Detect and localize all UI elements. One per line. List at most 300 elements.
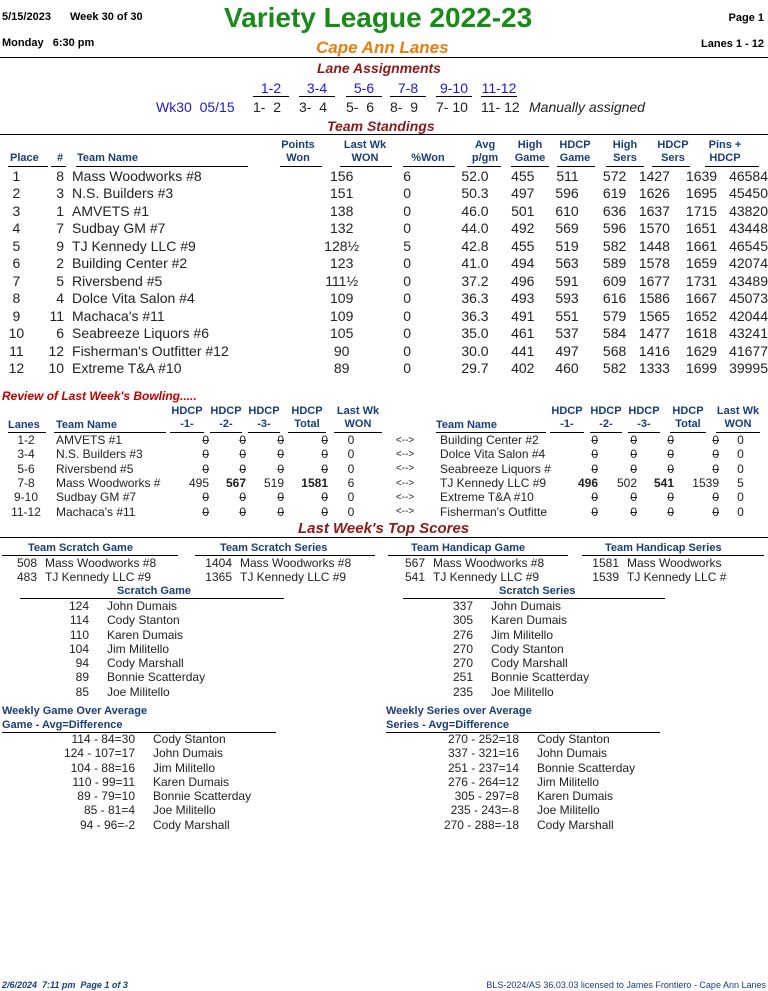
team-scratch-series-title: Team Scratch Series: [220, 542, 328, 554]
standings-cell: 4: [12, 220, 21, 237]
score-value: 124 - 107=17: [63, 746, 135, 761]
vs-arrow: <-->: [395, 506, 415, 518]
score-value: 270: [452, 656, 473, 671]
score-value: 1539: [592, 570, 619, 585]
standings-cell: 1618: [685, 325, 718, 342]
standings-cell: 455: [511, 237, 535, 254]
review-cell: 0: [202, 461, 209, 476]
standings-cell: 128½: [324, 237, 360, 254]
standings-cell: 461: [511, 325, 535, 342]
score-value: 251: [452, 670, 473, 685]
score-row: [384, 656, 589, 670]
score-value: 89 - 79=10: [77, 789, 135, 804]
review-cell: 0: [591, 461, 598, 476]
review-row: [0, 462, 762, 476]
score-value: 89: [75, 670, 89, 685]
standings-cell: Riversbend #5: [72, 272, 163, 289]
standings-cell: 43448: [729, 220, 768, 237]
standings-cell: 582: [602, 237, 627, 254]
score-row: [195, 556, 351, 570]
bowler-name: Cody Stanton: [107, 613, 180, 628]
review-cell: 0: [202, 504, 209, 519]
review-cell: 0: [667, 461, 674, 476]
lane-pair-value: 11- 12: [481, 99, 520, 115]
standings-cell: Dolce Vita Salon #4: [72, 290, 195, 307]
game-over-average-formula: Game - Avg=Difference: [2, 719, 123, 731]
standings-cell: Machaca's #11: [72, 307, 165, 324]
score-value: 276: [452, 627, 473, 642]
review-row: [0, 490, 762, 504]
standings-cell: 29.7: [461, 360, 489, 377]
review-cell: 0: [630, 461, 637, 476]
review-cell: 1539: [692, 476, 719, 491]
review-cell: 0: [591, 504, 598, 519]
bowler-name: Bonnie Scatterday: [107, 670, 206, 685]
team-scratch-series-list: [195, 556, 351, 585]
standings-cell: 0: [403, 272, 412, 289]
standings-cell: 109: [330, 307, 354, 324]
standings-cell: 35.0: [461, 325, 489, 342]
week-label: Week 30 of 30: [70, 11, 143, 23]
standings-row: [0, 307, 768, 325]
score-row: [388, 570, 544, 584]
standings-cell: 0: [403, 185, 412, 202]
standings-cell: 1715: [685, 202, 718, 219]
bowler-name: Cody Stanton: [491, 641, 564, 656]
series-over-average-list: [384, 732, 635, 832]
lane-pair-label: 5-6: [346, 80, 382, 97]
standings-cell: 616: [602, 290, 627, 307]
standings-cell: 42074: [729, 255, 768, 272]
review-cell: 0: [347, 490, 355, 505]
standings-cell: 30.0: [461, 342, 489, 359]
standings-cell: 402: [511, 360, 535, 377]
review-column-header: HDCP Total: [672, 405, 704, 430]
review-cell: 0: [202, 490, 209, 505]
bowler-name: John Dumais: [153, 746, 224, 761]
review-cell: 0: [712, 490, 719, 505]
review-cell: 496: [577, 476, 598, 491]
review-column-header: HDCP Total: [291, 405, 323, 430]
standings-cell: 496: [511, 272, 535, 289]
review-cell: 0: [591, 433, 598, 448]
review-cell: 0: [202, 433, 209, 448]
standings-cell: 45073: [729, 290, 768, 307]
standings-cell: 43489: [729, 272, 768, 289]
standings-cell: 12: [8, 360, 25, 377]
review-cell: Machaca's #11: [56, 504, 136, 519]
standings-row: [0, 202, 768, 220]
bowler-name: Cody Stanton: [153, 732, 226, 746]
standings-cell: [279, 290, 303, 308]
score-value: 270 - 288=-18: [443, 817, 519, 832]
review-column-header: Last Wk WON: [336, 405, 380, 430]
standings-cell: 1652: [685, 307, 718, 324]
score-row: [0, 775, 251, 789]
standings-cell: 1659: [685, 255, 718, 272]
day-time: Monday 6:30 pm: [2, 37, 95, 49]
review-cell: 0: [321, 461, 328, 476]
score-row: [0, 803, 251, 817]
standings-cell: 596: [602, 220, 627, 237]
review-cell: Mass Woodworks #: [56, 476, 161, 491]
standings-column-header: Avg p/gm: [471, 139, 499, 164]
bowler-name: Karen Dumais: [153, 774, 230, 789]
standings-cell: 2: [56, 255, 65, 272]
standings-cell: 568: [602, 342, 627, 359]
standings-column-header: High Sers: [612, 139, 638, 164]
bowler-name: Joe Militello: [107, 684, 170, 699]
score-value: 94 - 96=-2: [79, 817, 135, 832]
standings-cell: 0: [403, 202, 412, 219]
standings-cell: 36.3: [461, 290, 489, 307]
bowler-name: Jim Militello: [491, 627, 554, 642]
standings-cell: 9: [56, 237, 65, 254]
standings-cell: 156: [330, 167, 354, 184]
standings-cell: 569: [555, 220, 579, 237]
score-value: 114 - 84=30: [71, 732, 135, 746]
review-cell: 0: [347, 461, 355, 476]
bowler-name: Mass Woodworks #8: [45, 556, 157, 570]
standings-cell: [279, 342, 303, 360]
standings-cell: 494: [511, 255, 535, 272]
standings-cell: 1565: [638, 307, 670, 324]
page-number: Page 1: [728, 12, 764, 24]
standings-row: [0, 325, 768, 343]
standings-cell: 89: [333, 360, 350, 377]
score-value: 1581: [592, 556, 619, 570]
score-value: 124: [68, 599, 89, 613]
review-cell: 567: [225, 476, 246, 491]
score-row: [388, 556, 544, 570]
score-value: 251 - 237=14: [447, 760, 519, 775]
standings-cell: 579: [602, 307, 627, 324]
standings-cell: 39995: [729, 360, 768, 377]
score-row: [0, 818, 251, 832]
score-value: 483: [16, 570, 37, 585]
review-cell: 495: [188, 476, 209, 491]
review-row: [0, 476, 762, 490]
series-over-average-formula: Series - Avg=Difference: [386, 719, 509, 731]
vs-arrow: <-->: [395, 434, 415, 446]
standings-cell: 0: [403, 290, 412, 307]
standings-cell: 138: [330, 202, 354, 219]
standings-cell: 582: [602, 360, 627, 377]
standings-cell: 2: [12, 185, 21, 202]
review-cell: 0: [277, 461, 284, 476]
score-value: 270: [452, 641, 473, 656]
standings-cell: 41.0: [461, 255, 489, 272]
review-cell: 0: [321, 433, 328, 448]
standings-row: [0, 360, 768, 378]
standings-cell: 5: [403, 237, 412, 254]
review-cell: TJ Kennedy LLC #9: [440, 476, 547, 491]
review-cell: 0: [737, 490, 744, 505]
standings-cell: AMVETS #1: [72, 202, 150, 219]
review-cell: 0: [239, 447, 246, 462]
standings-cell: 572: [602, 167, 627, 184]
standings-cell: 0: [403, 307, 412, 324]
standings-row: [0, 237, 768, 255]
standings-cell: 1695: [685, 185, 718, 202]
review-cell: Riversbend #5: [56, 461, 134, 476]
lane-pair-value: 7- 10: [436, 99, 468, 115]
bowler-name: Cody Marshall: [107, 656, 184, 671]
score-row: [384, 613, 589, 627]
review-cell: 0: [737, 461, 744, 476]
score-row: [384, 818, 635, 832]
series-over-average-title: Weekly Series over Average: [386, 705, 532, 717]
standings-cell: [279, 325, 303, 343]
review-column-header: Lanes: [8, 419, 40, 431]
standings-cell: [279, 237, 303, 255]
score-value: 305: [452, 613, 473, 628]
standings-cell: 45450: [729, 185, 768, 202]
standings-cell: 5: [56, 272, 65, 289]
team-handicap-series-title: Team Handicap Series: [605, 542, 722, 554]
bowler-name: Cody Stanton: [537, 732, 610, 746]
bowler-name: Cody Marshall: [153, 817, 230, 832]
team-handicap-game-title: Team Handicap Game: [411, 542, 526, 554]
standings-cell: 109: [330, 290, 354, 307]
score-row: [0, 656, 205, 670]
week-date-label: Wk30 05/15: [156, 99, 235, 115]
standings-cell: 0: [403, 220, 412, 237]
score-value: 235 - 243=-8: [450, 803, 519, 818]
footer-print-info: 2/6/2024 7:11 pm Page 1 of 3: [2, 980, 128, 990]
lane-pair-value: 3- 4: [299, 99, 328, 115]
review-cell: Building Center #2: [440, 433, 539, 448]
review-cell: 0: [667, 504, 674, 519]
standings-cell: 6: [403, 167, 412, 184]
standings-cell: 0: [403, 325, 412, 342]
vs-arrow: <-->: [395, 448, 415, 460]
review-cell: 0: [591, 447, 598, 462]
score-row: [384, 599, 589, 613]
standings-cell: 492: [511, 220, 535, 237]
standings-column-header: High Game: [514, 139, 546, 164]
review-cell: 0: [239, 490, 246, 505]
bowler-name: TJ Kennedy LLC #: [627, 570, 727, 585]
standings-cell: 1677: [638, 272, 670, 289]
review-cell: 0: [277, 433, 284, 448]
review-cell: 0: [202, 447, 209, 462]
league-title: Variety League 2022-23: [224, 2, 533, 33]
score-row: [582, 570, 726, 584]
top-scores-heading: Last Week's Top Scores: [298, 520, 470, 537]
standings-cell: 1333: [638, 360, 670, 377]
report-date: 5/15/2023: [2, 11, 51, 23]
review-cell: Fisherman's Outfitte: [440, 504, 547, 519]
standings-cell: 0: [403, 360, 412, 377]
review-row: [0, 504, 762, 518]
standings-cell: 1661: [685, 237, 718, 254]
standings-column-header: %Won: [411, 152, 445, 164]
bowler-name: John Dumais: [491, 599, 562, 613]
standings-cell: 501: [511, 202, 535, 219]
score-row: [0, 732, 251, 746]
review-cell: 0: [630, 490, 637, 505]
review-cell: 0: [239, 461, 246, 476]
score-row: [384, 761, 635, 775]
review-cell: 1-2: [17, 433, 35, 448]
standings-cell: 584: [602, 325, 627, 342]
standings-cell: [279, 185, 303, 203]
score-row: [384, 746, 635, 760]
score-row: [384, 732, 635, 746]
lane-pair-label: 11-12: [481, 80, 517, 96]
review-cell: 0: [239, 504, 246, 519]
bowler-name: Joe Militello: [491, 684, 554, 699]
standings-column-header: Team Name: [77, 152, 138, 164]
bowler-name: Karen Dumais: [491, 613, 568, 628]
standings-cell: [279, 255, 303, 273]
score-value: 85 - 81=4: [83, 803, 135, 818]
bowler-name: Karen Dumais: [537, 789, 614, 804]
standings-cell: 8: [12, 290, 21, 307]
standings-row: [0, 220, 768, 238]
standings-cell: [279, 360, 303, 378]
review-column-header: HDCP -2-: [210, 405, 242, 430]
score-value: 567: [404, 556, 425, 570]
standings-cell: 493: [511, 290, 535, 307]
standings-cell: 132: [330, 220, 354, 237]
review-cell: 0: [347, 447, 355, 462]
review-cell: 11-12: [11, 504, 41, 519]
score-value: 541: [404, 570, 425, 585]
team-scratch-game-list: [0, 556, 156, 585]
standings-cell: 619: [602, 185, 627, 202]
score-value: 104 - 88=16: [70, 760, 135, 775]
review-cell: 5: [737, 476, 744, 491]
review-cell: 0: [630, 504, 637, 519]
standings-cell: 441: [511, 342, 535, 359]
lane-pair-value: 8- 9: [390, 99, 419, 115]
score-row: [384, 775, 635, 789]
standings-cell: [279, 202, 303, 220]
standings-cell: 43820: [729, 202, 768, 219]
standings-cell: 1626: [638, 185, 670, 202]
standings-cell: Seabreeze Liquors #6: [72, 325, 210, 342]
score-value: 110: [69, 627, 89, 642]
standings-cell: 123: [330, 255, 354, 272]
standings-cell: 10: [8, 325, 25, 342]
standings-cell: [279, 272, 303, 290]
bowler-name: Cody Marshall: [537, 817, 614, 832]
standings-cell: 3: [12, 202, 21, 219]
standings-cell: 497: [555, 342, 579, 359]
standings-row: [0, 185, 768, 203]
review-cell: 502: [616, 476, 637, 491]
bowler-name: TJ Kennedy LLC #9: [45, 570, 152, 585]
score-value: 508: [16, 556, 37, 570]
standings-cell: Extreme T&A #10: [72, 360, 182, 377]
standings-cell: 519: [555, 237, 579, 254]
review-cell: 0: [667, 447, 674, 462]
score-value: 110 - 99=11: [72, 774, 135, 789]
standings-cell: 511: [556, 167, 579, 184]
standings-cell: [279, 307, 303, 325]
score-value: 337 - 321=16: [447, 746, 519, 761]
standings-cell: 589: [602, 255, 627, 272]
standings-cell: 0: [403, 255, 412, 272]
standings-cell: 5: [12, 237, 21, 254]
standings-cell: 1427: [638, 167, 670, 184]
standings-cell: 1637: [638, 202, 670, 219]
score-row: [0, 746, 251, 760]
score-row: [0, 642, 205, 656]
lane-pair-value: 1- 2: [253, 99, 282, 115]
standings-cell: 11: [9, 342, 24, 359]
review-table: [0, 433, 762, 519]
standings-cell: 151: [330, 185, 354, 202]
vs-arrow: <-->: [395, 491, 415, 503]
review-cell: Sudbay GM #7: [56, 490, 137, 505]
review-column-header: HDCP -2-: [590, 405, 622, 430]
score-row: [0, 556, 156, 570]
team-standings-heading: Team Standings: [327, 118, 435, 134]
game-over-average-list: [0, 732, 251, 832]
standings-cell: 41677: [729, 342, 768, 359]
standings-column-header: HDCP Game: [559, 139, 591, 164]
bowler-name: Bonnie Scatterday: [537, 760, 636, 775]
standings-cell: 46545: [729, 237, 768, 254]
standings-row: [0, 255, 768, 273]
bowler-name: TJ Kennedy LLC #9: [240, 570, 347, 585]
review-cell: 0: [712, 447, 719, 462]
review-cell: 1581: [301, 476, 328, 491]
standings-cell: 46584: [729, 167, 768, 184]
review-column-header: HDCP -1-: [171, 405, 203, 430]
review-cell: 541: [653, 476, 674, 491]
standings-cell: 37.2: [461, 272, 489, 289]
standings-cell: Sudbay GM #7: [72, 220, 166, 237]
review-cell: 0: [712, 461, 719, 476]
review-cell: 0: [321, 447, 328, 462]
standings-cell: TJ Kennedy LLC #9: [72, 237, 196, 254]
review-cell: 5-6: [17, 461, 35, 476]
review-cell: 0: [321, 504, 328, 519]
standings-column-header: HDCP Sers: [657, 139, 689, 164]
bowler-name: Bonnie Scatterday: [153, 789, 252, 804]
review-cell: 3-4: [17, 447, 35, 462]
bowler-name: Joe Militello: [153, 803, 216, 818]
standings-column-header: Points Won: [281, 139, 315, 164]
standings-column-header: Last Wk WON: [343, 139, 387, 164]
standings-cell: 596: [555, 185, 579, 202]
standings-cell: 6: [12, 255, 21, 272]
score-row: [0, 613, 205, 627]
review-row: [0, 447, 762, 461]
review-cell: 0: [321, 490, 328, 505]
scratch-game-title: Scratch Game: [117, 585, 191, 597]
standings-cell: [279, 220, 303, 238]
score-row: [384, 670, 589, 684]
standings-cell: 50.3: [461, 185, 489, 202]
review-cell: AMVETS #1: [56, 433, 123, 448]
standings-cell: 1629: [685, 342, 718, 359]
standings-cell: 1578: [638, 255, 670, 272]
review-cell: 0: [712, 433, 719, 448]
standings-column-header: Pins + HDCP: [708, 139, 742, 164]
standings-cell: N.S. Builders #3: [72, 185, 174, 202]
review-row: [0, 433, 762, 447]
score-value: 270 - 252=18: [447, 732, 519, 746]
standings-cell: 591: [555, 272, 579, 289]
standings-cell: [279, 167, 303, 185]
review-cell: 0: [712, 504, 719, 519]
standings-cell: 497: [511, 185, 535, 202]
